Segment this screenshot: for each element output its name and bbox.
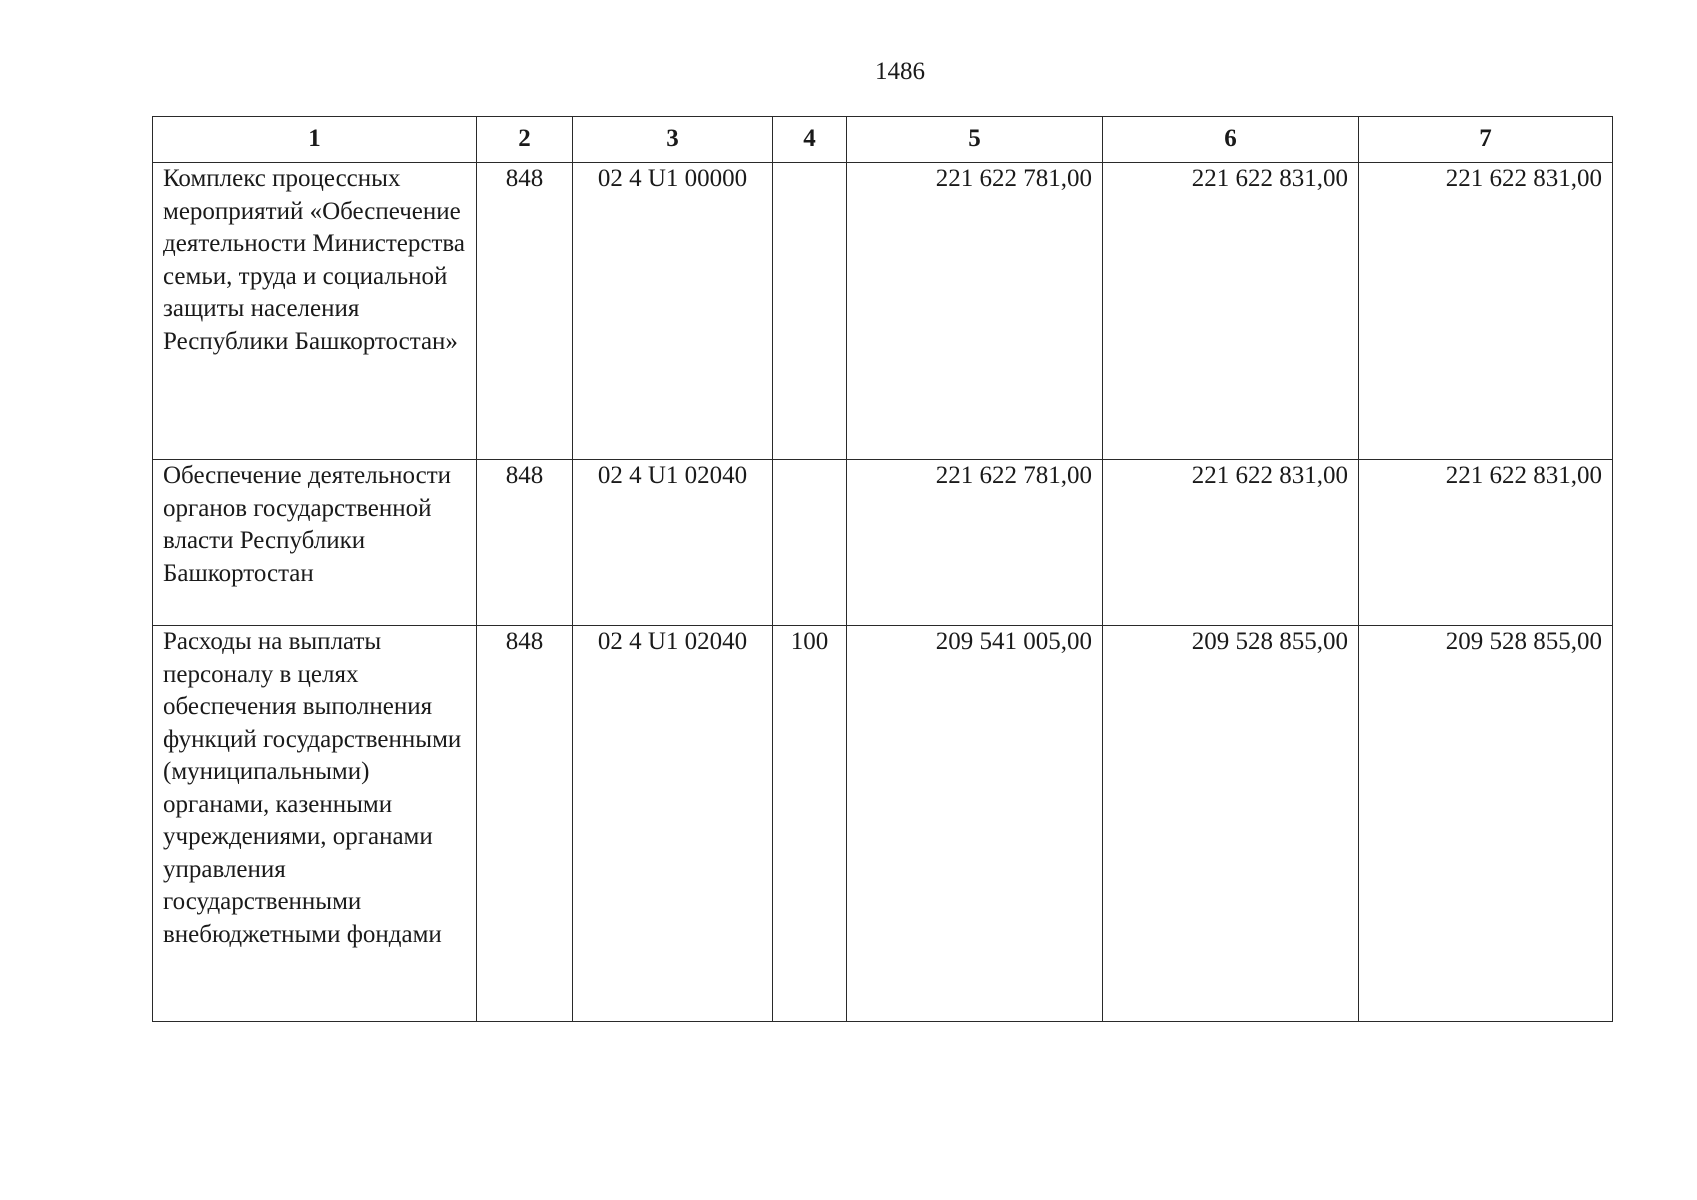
header-col-7: 7 xyxy=(1359,117,1613,163)
row-name: Расходы на выплаты персоналу в целях обеспечения выполнения функций государственными (муниципальными) органами, казенными учреждениями, органами управления государственными внебюджетными фондами xyxy=(153,626,477,1022)
row-amount-1: 221 622 781,00 xyxy=(847,460,1103,626)
row-target: 02 4 U1 02040 xyxy=(573,460,773,626)
budget-table xyxy=(152,116,1613,1022)
row-code: 848 xyxy=(477,460,573,626)
page-number: 1486 xyxy=(875,58,925,85)
table-row xyxy=(153,460,1613,626)
row-target: 02 4 U1 02040 xyxy=(573,626,773,1022)
header-row xyxy=(153,117,1613,163)
table-row xyxy=(153,626,1613,1022)
row-expense-type xyxy=(773,460,847,626)
row-amount-1: 209 541 005,00 xyxy=(847,626,1103,1022)
row-amount-1: 221 622 781,00 xyxy=(847,163,1103,460)
header-col-2: 2 xyxy=(477,117,573,163)
row-expense-type: 100 xyxy=(773,626,847,1022)
header-col-1: 1 xyxy=(153,117,477,163)
row-name: Обеспечение деятельности органов государственной власти Республики Башкортостан xyxy=(153,460,477,626)
row-amount-3: 209 528 855,00 xyxy=(1359,626,1613,1022)
row-amount-2: 221 622 831,00 xyxy=(1103,460,1359,626)
header-col-4: 4 xyxy=(773,117,847,163)
header-col-5: 5 xyxy=(847,117,1103,163)
row-target: 02 4 U1 00000 xyxy=(573,163,773,460)
row-code: 848 xyxy=(477,163,573,460)
row-name: Комплекс процессных мероприятий «Обеспечение деятельности Министерства семьи, труда и социальной защиты населения Республики Башкортостан» xyxy=(153,163,477,460)
row-amount-3: 221 622 831,00 xyxy=(1359,163,1613,460)
header-col-6: 6 xyxy=(1103,117,1359,163)
table-row xyxy=(153,163,1613,460)
row-code: 848 xyxy=(477,626,573,1022)
row-amount-2: 209 528 855,00 xyxy=(1103,626,1359,1022)
header-col-3: 3 xyxy=(573,117,773,163)
row-expense-type xyxy=(773,163,847,460)
row-amount-2: 221 622 831,00 xyxy=(1103,163,1359,460)
row-amount-3: 221 622 831,00 xyxy=(1359,460,1613,626)
